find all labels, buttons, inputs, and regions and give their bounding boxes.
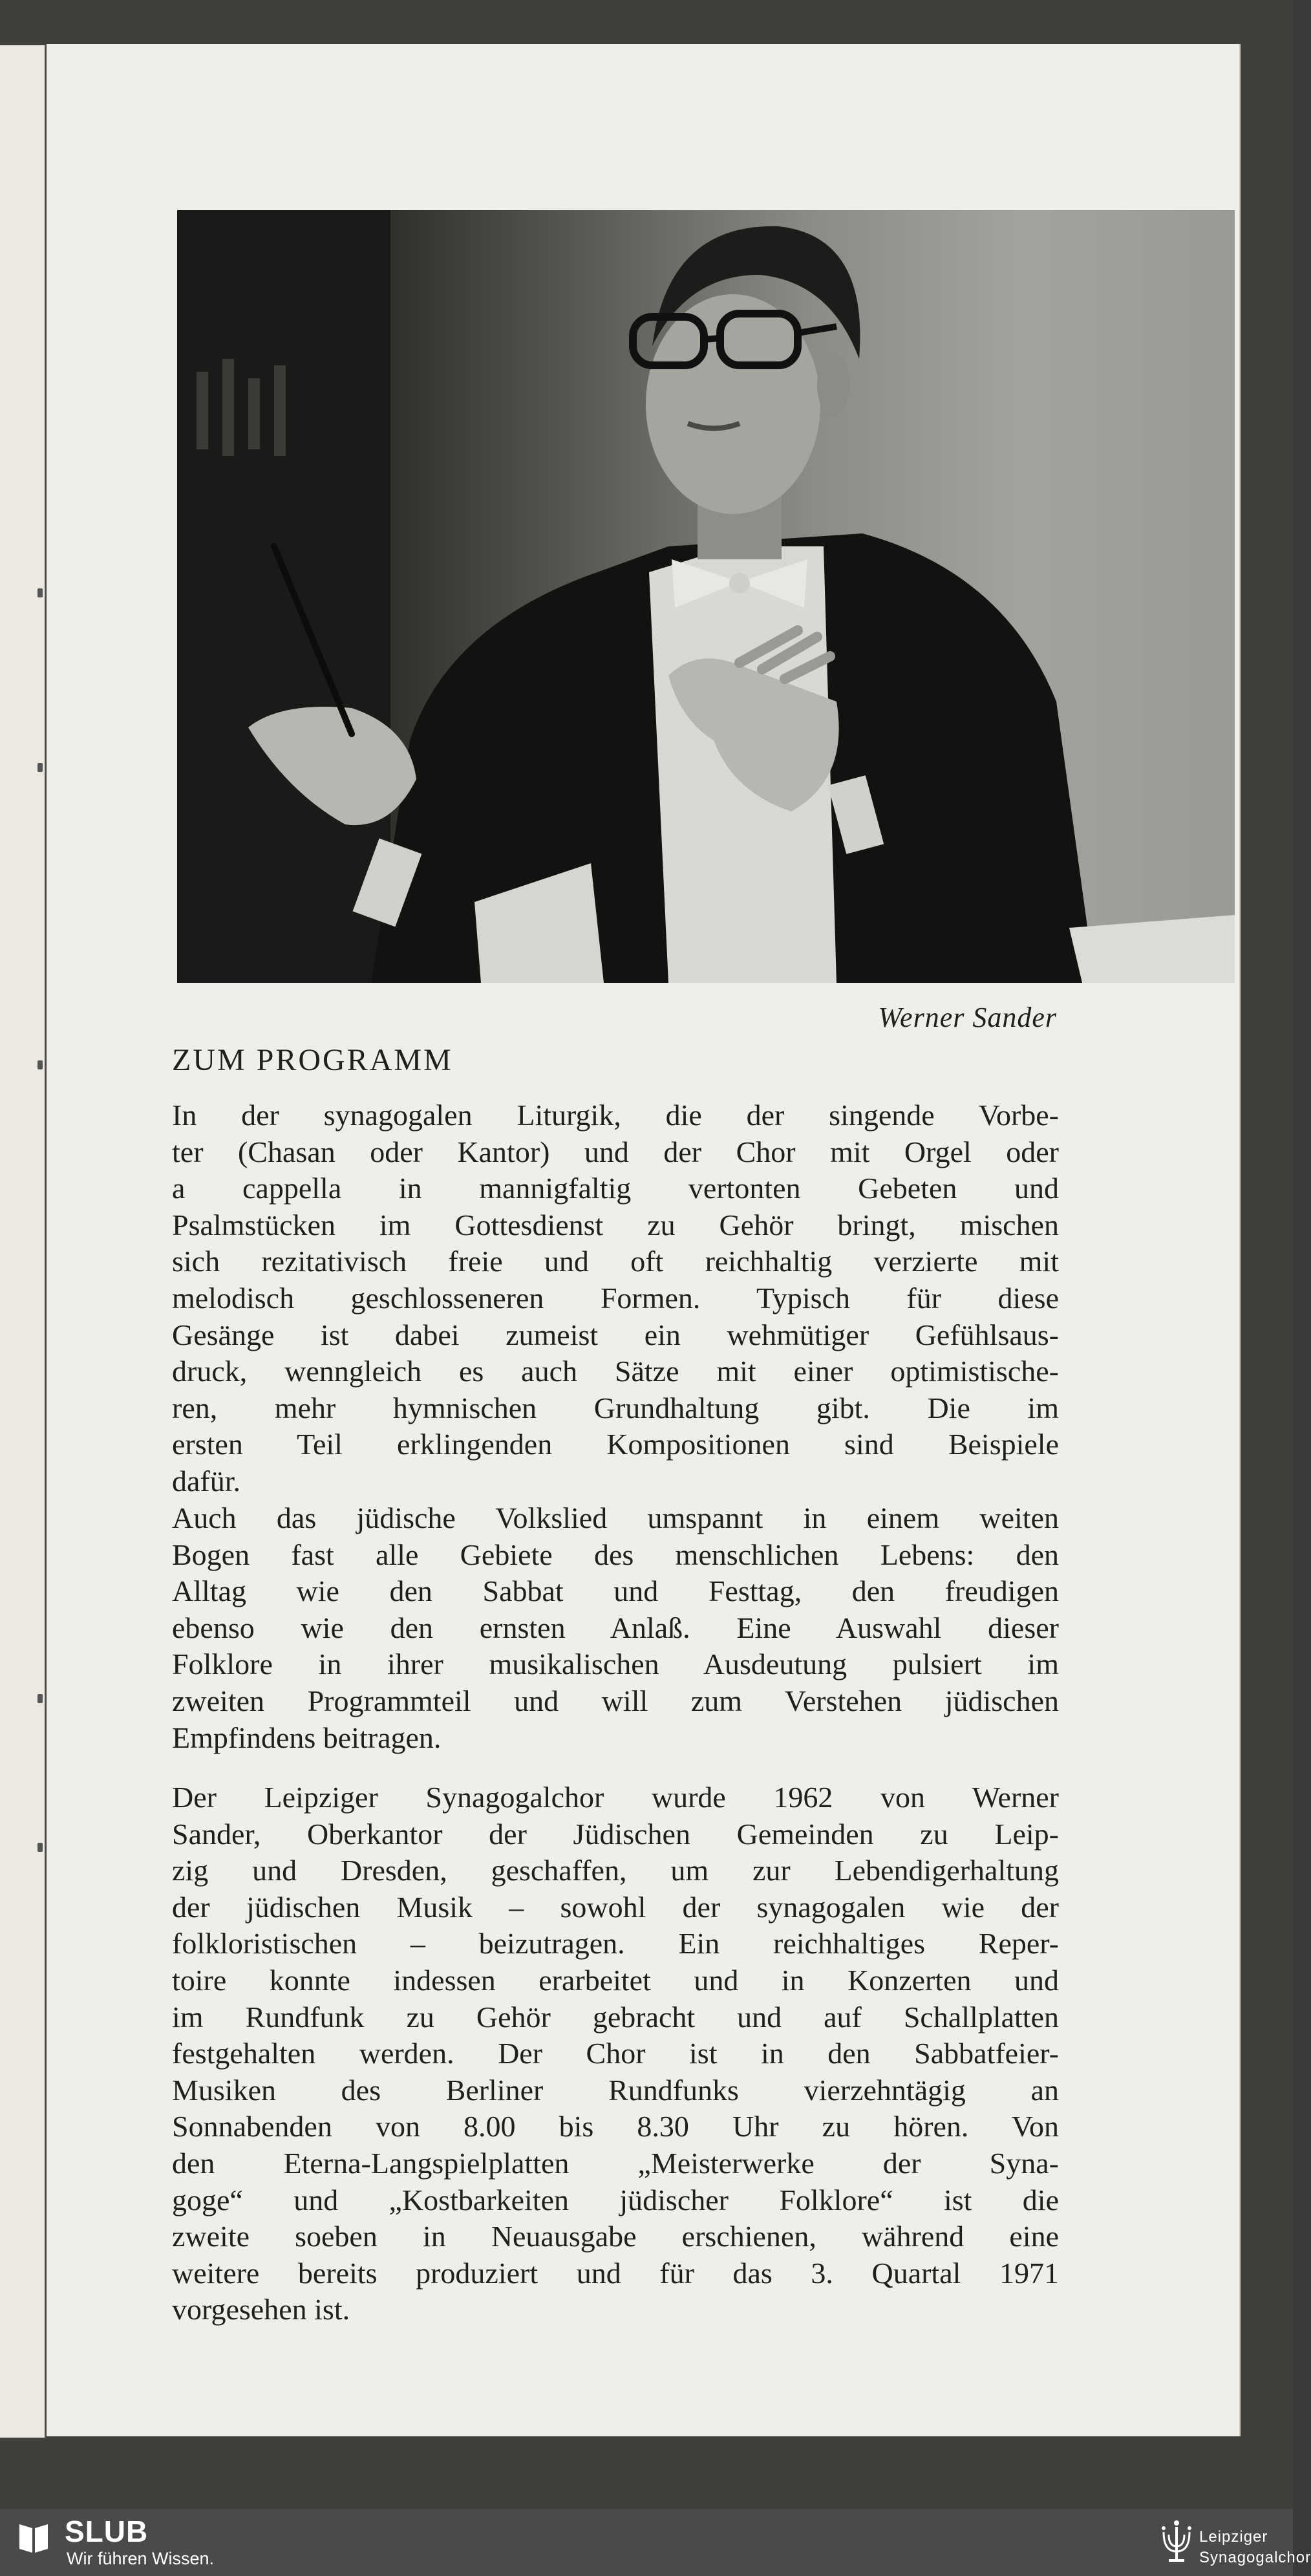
text-line: Bogen fast alle Gebiete des menschlichen Lebens: den — [172, 1538, 1059, 1571]
adjacent-page-edge — [0, 45, 45, 2438]
text-line: weitere bereits produziert und für das 3. Quartal 1971 — [172, 2256, 1059, 2290]
text-line: sich rezitativisch freie und oft reichhaltig verzierte mit — [172, 1245, 1059, 1278]
staple-mark — [37, 1694, 43, 1703]
text-line: Auch das jüdische Volkslied umspannt in einem weiten — [172, 1501, 1059, 1534]
text-line: folkloristischen – beizutragen. Ein reichhaltiges Reper- — [172, 1927, 1059, 1960]
paragraph-liturgy — [172, 1097, 1059, 1500]
photo-caption: Werner Sander — [878, 1002, 1057, 1033]
slub-logo-text[interactable]: SLUB — [65, 2515, 149, 2548]
text-line: ersten Teil erklingenden Kompositionen sind Beispiele — [172, 1428, 1059, 1461]
text-line: den Eterna-Langspielplatten „Meisterwerke der Syna- — [172, 2146, 1059, 2180]
staple-mark — [37, 1843, 43, 1852]
conductor-photograph — [177, 210, 1235, 983]
slub-tagline: Wir führen Wissen. — [67, 2549, 215, 2568]
text-line: Empfindens beitragen. — [172, 1721, 442, 1754]
text-line: vorgesehen ist. — [172, 2293, 350, 2326]
text-line: Folklore in ihrer musikalischen Ausdeutung pulsiert im — [172, 1648, 1059, 1681]
text-line: goge“ und „Kostbarkeiten jüdischer Folklore“ ist die — [172, 2183, 1059, 2216]
staple-mark — [37, 763, 43, 772]
viewer-footer-bar — [0, 2509, 1311, 2576]
text-line: Sander, Oberkantor der Jüdischen Gemeinden zu Leip- — [172, 1817, 1059, 1851]
text-line: melodisch geschlosseneren Formen. Typisch für diese — [172, 1281, 1059, 1315]
text-line: zweiten Programmteil und will zum Verstehen jüdischen — [172, 1684, 1059, 1717]
text-line: der jüdischen Musik – sowohl der synagogalen wie der — [172, 1890, 1059, 1924]
menorah-icon[interactable] — [1157, 2515, 1196, 2570]
text-line: Psalmstücken im Gottesdienst zu Gehör bringt, mischen — [172, 1208, 1059, 1241]
text-line: Alltag wie den Sabbat und Festtag, den freudigen — [172, 1574, 1059, 1608]
text-line: toire konnte indessen erarbeitet und in Konzerten und — [172, 1963, 1059, 1997]
text-line: zweite soeben in Neuausgabe erschienen, während eine — [172, 2220, 1059, 2253]
text-line: dafür. — [172, 1464, 241, 1497]
text-line: festgehalten werden. Der Chor ist in den Sabbatfeier- — [172, 2037, 1059, 2070]
text-line: ter (Chasan oder Kantor) und der Chor mit Orgel oder — [172, 1135, 1059, 1168]
text-line: ren, mehr hymnischen Grundhaltung gibt. Die im — [172, 1391, 1059, 1424]
paragraph-choir-history — [172, 1779, 1059, 2328]
text-line: zig und Dresden, geschaffen, um zur Lebendigerhaltung — [172, 1854, 1059, 1887]
conductor-illustration — [177, 210, 1235, 983]
section-heading: ZUM PROGRAMM — [172, 1043, 453, 1077]
text-line: a cappella in mannigfaltig vertonten Gebeten und — [172, 1172, 1059, 1205]
text-line: im Rundfunk zu Gehör gebracht und auf Schallplatten — [172, 2000, 1059, 2034]
text-line: Gesänge ist dabei zumeist ein wehmütiger Gefühlsaus- — [172, 1318, 1059, 1351]
text-line: Der Leipziger Synagogalchor wurde 1962 von Werner — [172, 1781, 1059, 1814]
book-icon[interactable] — [14, 2518, 53, 2557]
text-line: Sonnabenden von 8.00 bis 8.30 Uhr zu hören. Von — [172, 2110, 1059, 2143]
paragraph-folk-song — [172, 1500, 1059, 1756]
text-line: ebenso wie den ernsten Anlaß. Eine Auswahl dieser — [172, 1611, 1059, 1644]
staple-mark — [37, 588, 43, 597]
partner-name-line1[interactable]: Leipziger — [1199, 2528, 1268, 2546]
partner-name-line2[interactable]: Synagogalchor — [1199, 2549, 1311, 2566]
staple-mark — [37, 1060, 43, 1069]
text-line: Musiken des Berliner Rundfunks vierzehntägig an — [172, 2073, 1059, 2107]
text-line: druck, wenngleich es auch Sätze mit einer optimistische- — [172, 1355, 1059, 1388]
text-line: In der synagogalen Liturgik, die der singende Vorbe- — [172, 1099, 1059, 1132]
